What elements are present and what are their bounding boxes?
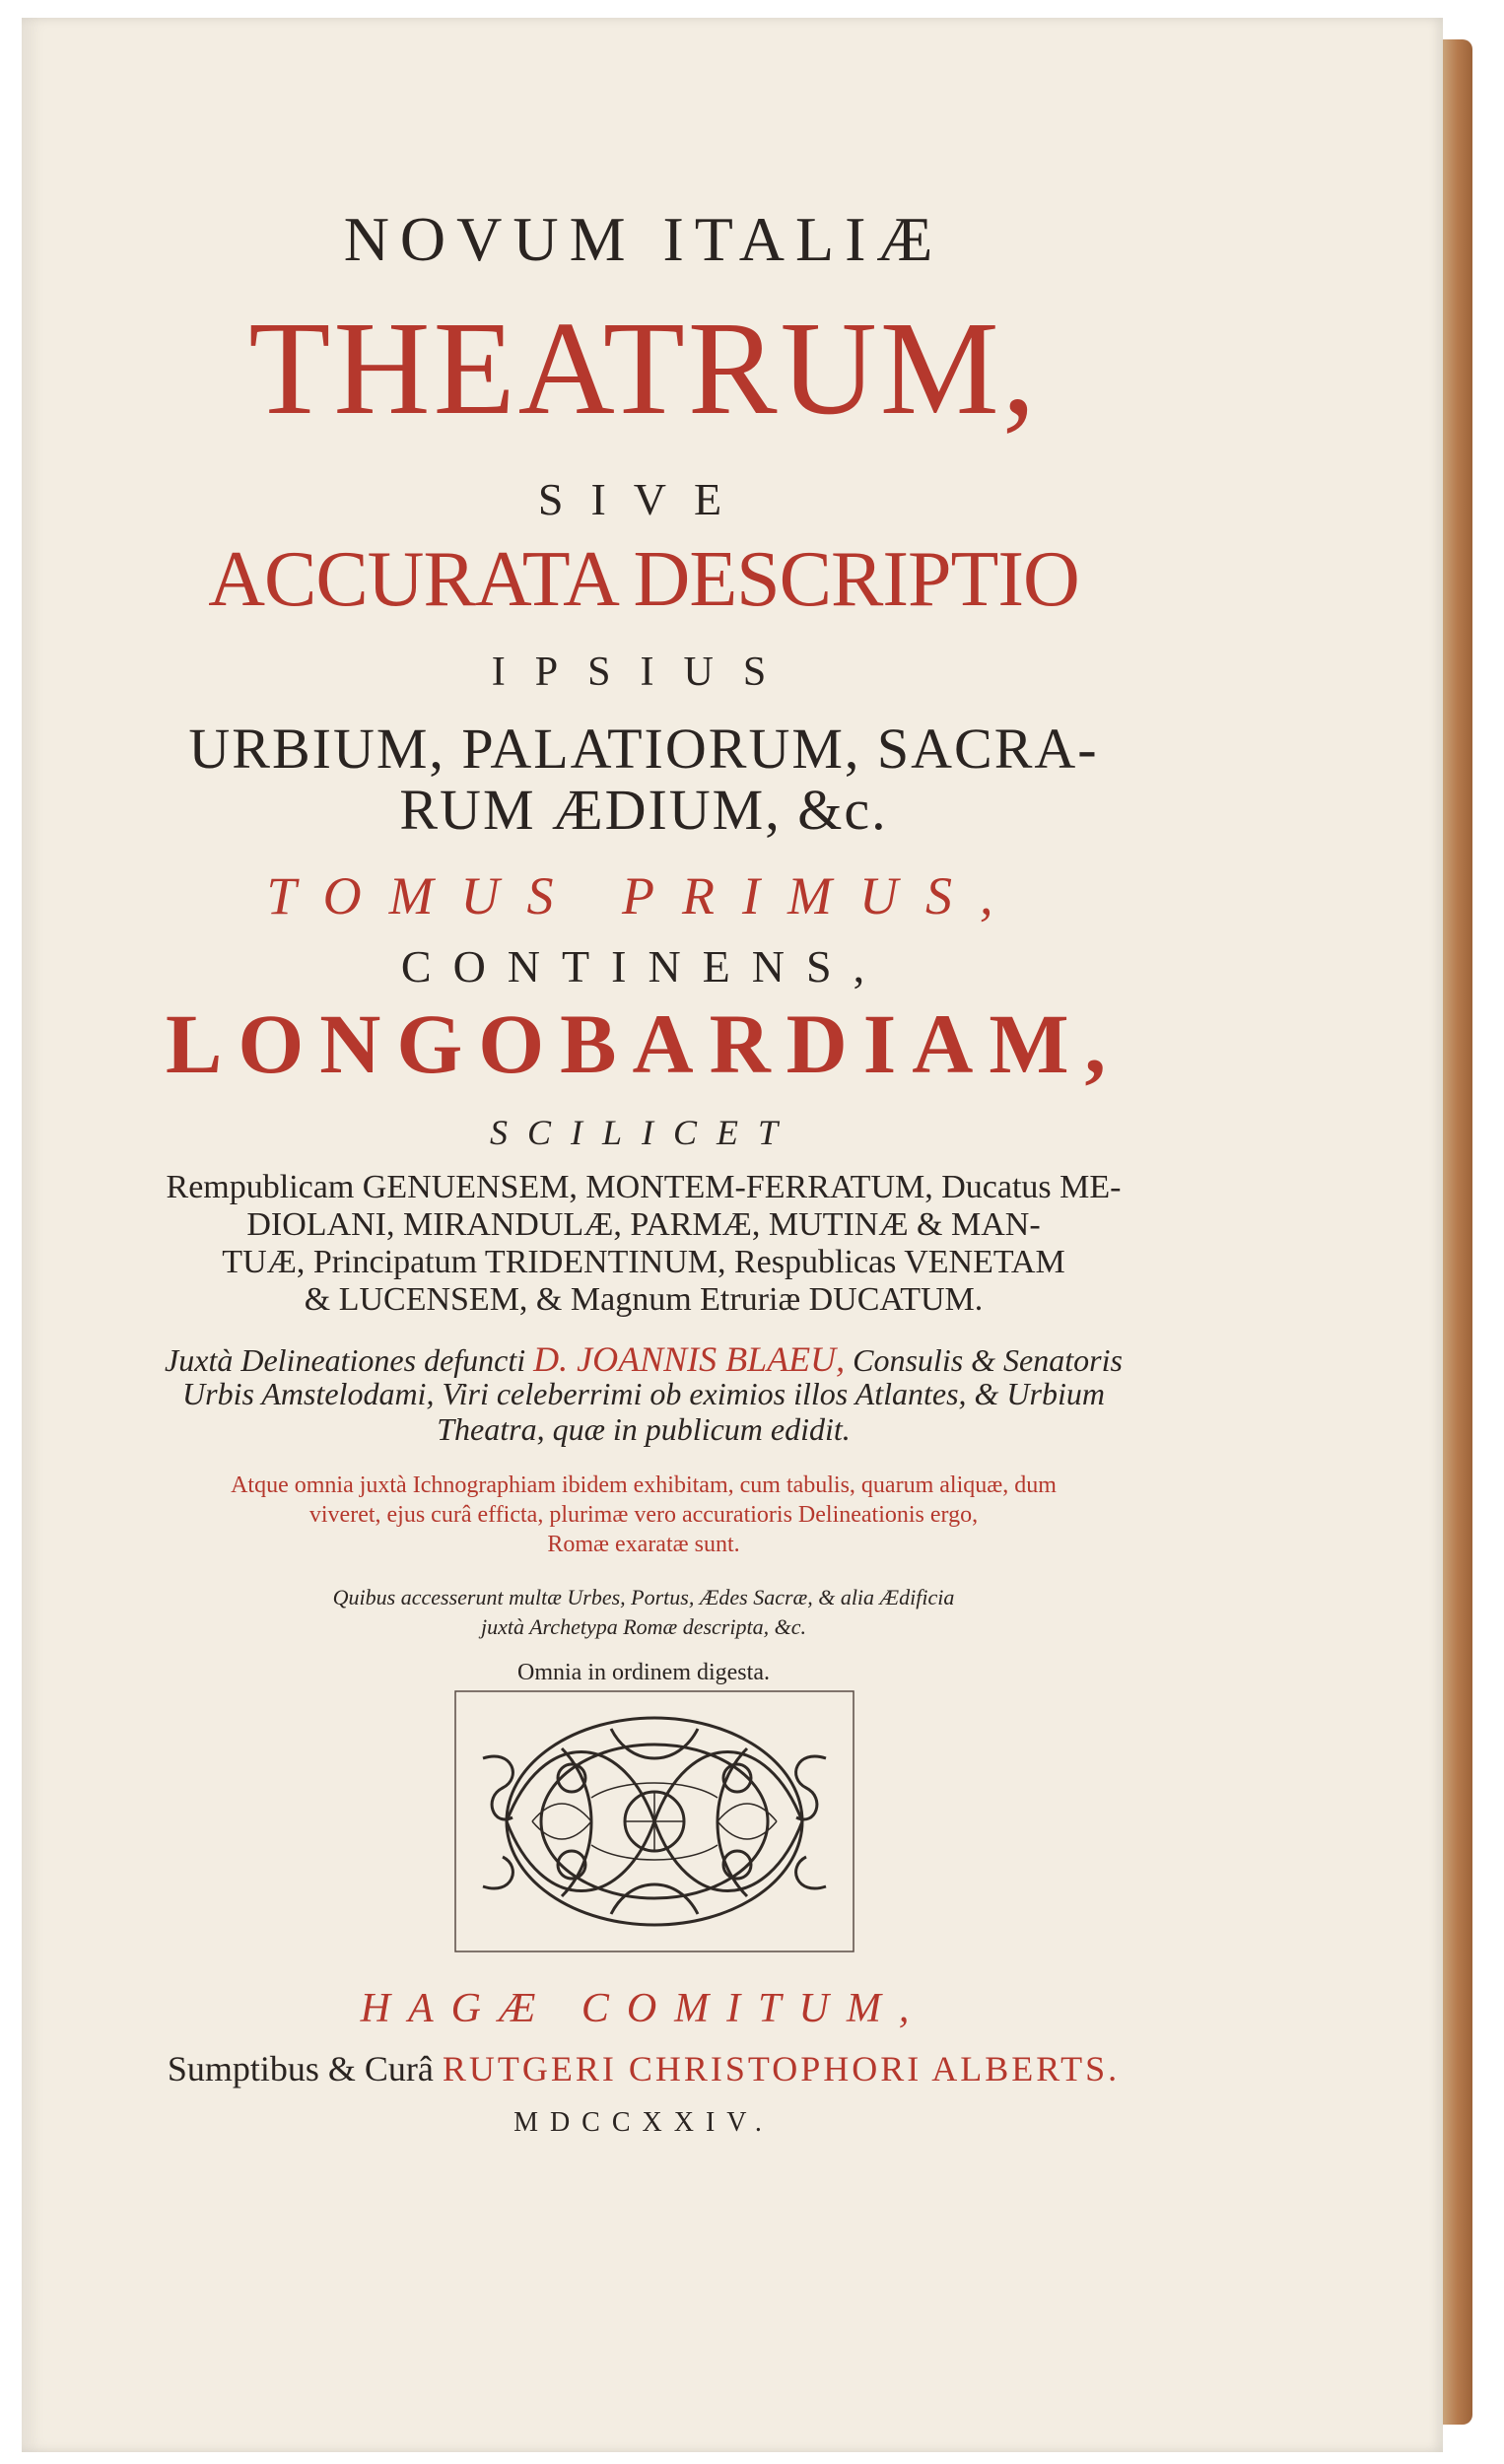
- imprint-place: HAGÆ COMITUM,: [360, 1986, 927, 2031]
- title-line-continens: CONTINENS,: [400, 941, 887, 992]
- book-cover-edge: [1443, 39, 1472, 2425]
- title-line-rum-aedium: RUM ÆDIUM, &c.: [399, 778, 888, 842]
- imprint-line: [81, 2048, 1206, 2089]
- title-line-scilicet: SCILICET: [489, 1113, 798, 1152]
- atque-line-3: Romæ exaratæ sunt.: [547, 1532, 740, 1557]
- quibus-line-1: Quibus accesserunt multæ Urbes, Portus, Ædes Sacræ, & alia Ædificia: [332, 1585, 955, 1609]
- title-line-accurata-descriptio: ACCURATA DESCRIPTIO: [208, 536, 1079, 623]
- title-line-urbium: URBIUM, PALATIORUM, SACRA-: [188, 717, 1099, 781]
- juxta-line-1: [81, 1338, 1206, 1380]
- ornament-scrollwork-icon: [453, 1689, 855, 1953]
- contents-line-3: TUÆ, Principatum TRIDENTINUM, Respublicas VENETAM: [222, 1244, 1065, 1280]
- title-line-novum-italiae: NOVUM ITALIÆ: [343, 204, 944, 274]
- juxta-line-3: Theatra, quæ in publicum edidit.: [437, 1411, 851, 1447]
- imprint-date: MDCCXXIV.: [513, 2107, 774, 2138]
- juxta-line-2: Urbis Amstelodami, Viri celeberrimi ob eximios illos Atlantes, & Urbium: [182, 1376, 1105, 1411]
- title-page: [22, 18, 1443, 2452]
- title-line-tomus-primus: TOMUS PRIMUS,: [266, 866, 1021, 925]
- omnia-line: Omnia in ordinem digesta.: [517, 1660, 770, 1685]
- title-line-theatrum: THEATRUM,: [248, 295, 1039, 443]
- contents-line-2: DIOLANI, MIRANDULÆ, PARMÆ, MUTINÆ & MAN-: [246, 1206, 1041, 1243]
- juxta-text-1: Juxtà Delineationes defuncti: [165, 1342, 534, 1378]
- juxta-name-blaeu: D. JOANNIS BLAEU,: [533, 1339, 846, 1379]
- imprint-printer: RUTGERI CHRISTOPHORI ALBERTS.: [442, 2049, 1121, 2088]
- imprint-prefix: Sumptibus & Curâ: [167, 2049, 443, 2088]
- title-line-longobardiam: LONGOBARDIAM,: [165, 996, 1123, 1091]
- atque-line-2: viveret, ejus curâ efficta, plurimæ vero accuratioris Delineationis ergo,: [308, 1502, 979, 1528]
- atque-line-1: Atque omnia juxtà Ichnographiam ibidem exhibitam, cum tabulis, quarum aliquæ, dum: [231, 1472, 1057, 1498]
- juxta-text-2: Consulis & Senatoris: [845, 1342, 1123, 1378]
- printers-ornament-vignette: [453, 1689, 855, 1953]
- title-line-sive: SIVE: [537, 474, 750, 524]
- contents-line-1: Rempublicam GENUENSEM, MONTEM-FERRATUM, Ducatus ME-: [166, 1169, 1122, 1205]
- title-line-ipsius: IPSIUS: [491, 650, 796, 695]
- quibus-line-2: juxtà Archetypa Romæ descripta, &c.: [481, 1614, 806, 1639]
- contents-line-4: & LUCENSEM, & Magnum Etruriæ DUCATUM.: [304, 1281, 984, 1318]
